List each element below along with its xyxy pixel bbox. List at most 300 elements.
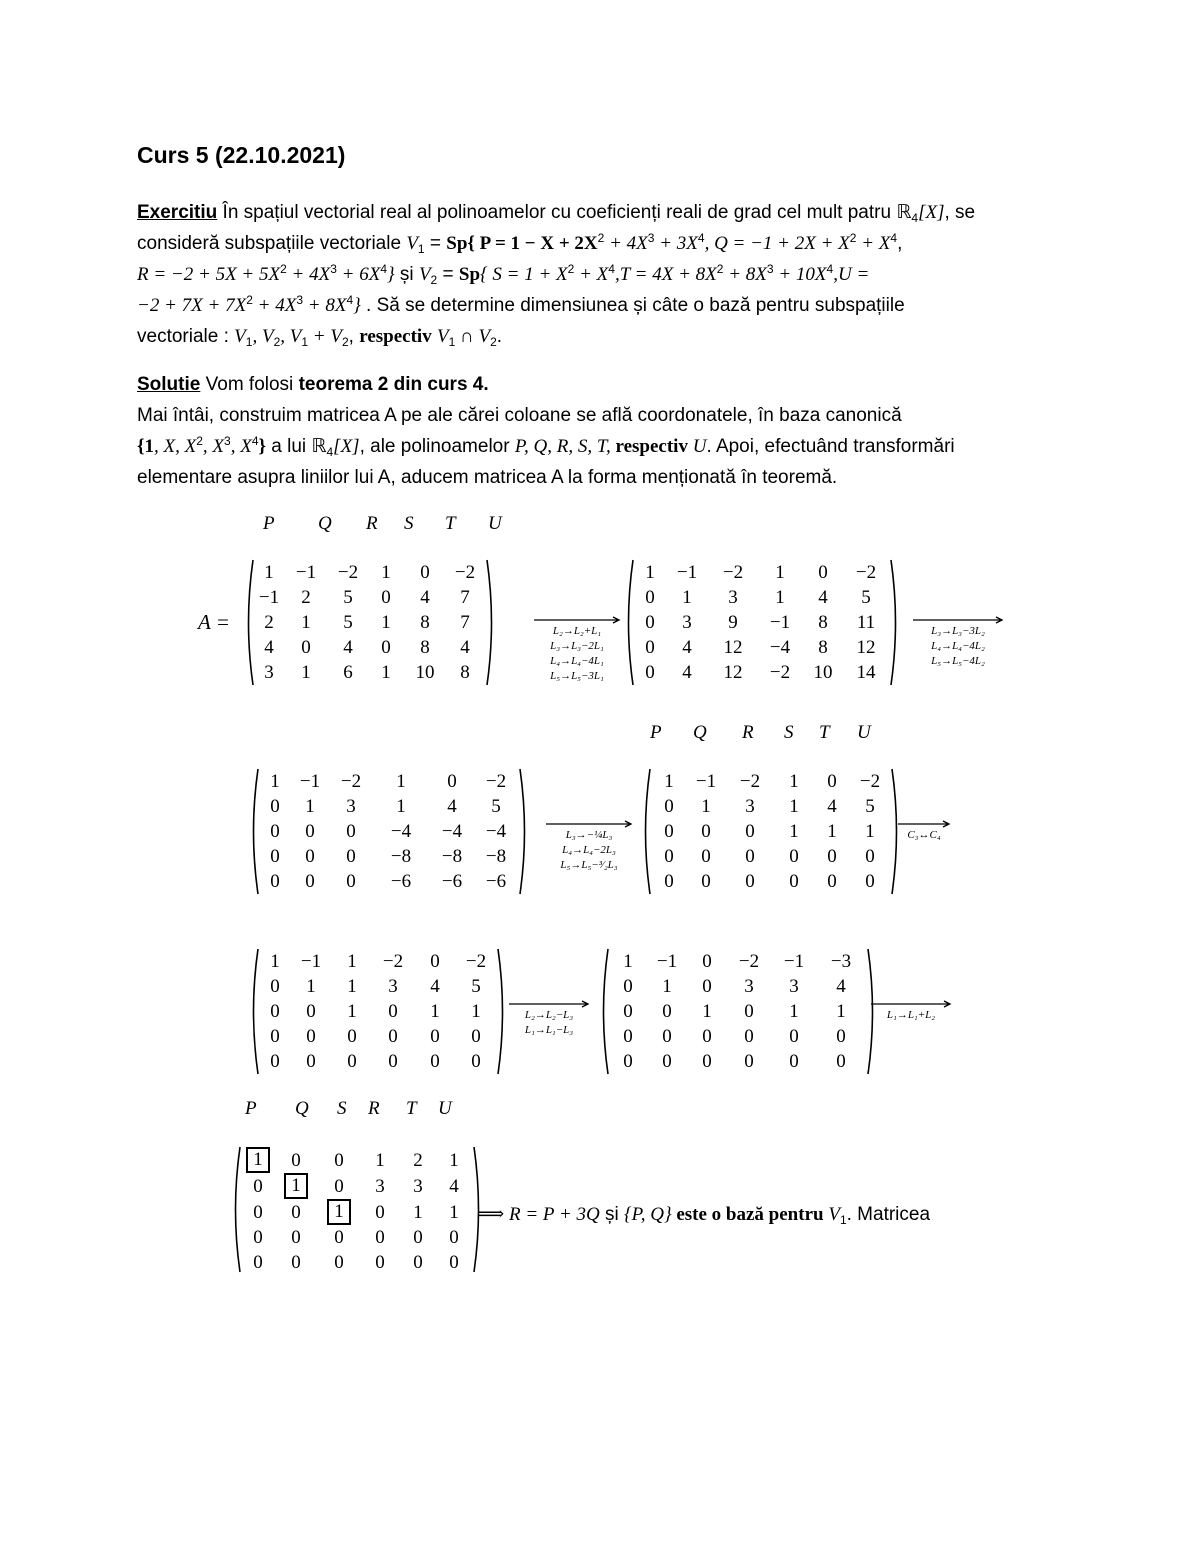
matrix-cell: 4 <box>447 796 457 817</box>
matrix-cell: 0 <box>827 771 837 792</box>
col-label: R <box>366 513 378 534</box>
matrix-row <box>652 869 890 894</box>
col-label: Q <box>295 1098 309 1119</box>
matrix-cell: 0 <box>827 871 837 892</box>
matrix-row <box>652 844 890 869</box>
matrix-cell: −1 <box>295 562 317 583</box>
matrix-cell: −4 <box>441 821 463 842</box>
matrix-row <box>610 999 866 1024</box>
matrix-cell: 3 <box>744 976 754 997</box>
matrix-cell: 0 <box>702 976 712 997</box>
conclusion: ⟹ R = P + 3Q și {P, Q} este o bază pentru $V_1$. Matricea <box>477 1204 931 1227</box>
matrix-cell: 8 <box>818 612 828 633</box>
matrix-cell: 1 <box>381 612 391 633</box>
matrix-cell: 0 <box>744 1001 754 1022</box>
matrix-cell: 0 <box>301 637 311 658</box>
left-paren <box>640 767 652 896</box>
matrix-cell: 0 <box>347 1051 357 1072</box>
matrix-cell: −8 <box>485 846 507 867</box>
matrix-cell: 1 <box>827 821 837 842</box>
matrix-cell: 1 <box>347 1001 357 1022</box>
matrix-cell: 0 <box>623 1001 633 1022</box>
matrix-row <box>260 949 496 974</box>
exercise-text: În spațiul vectorial real al polinoamelor cu coeficienți reali de grad cel mult patru ℝ <box>217 202 912 223</box>
matrix-step-5 <box>598 947 878 1076</box>
matrix-cell: −1 <box>695 771 717 792</box>
matrix-cell: 1 <box>789 796 799 817</box>
solution-paragraph: Solutie Vom folosi teorema 2 din curs 4. Mai întâi, construim matricea A pe ale cărei coloane se află coordonatele, în baza canonică {1, X, $X^2$, $X^3$, $X^4$} a lui ℝ$_4$[X], ale polinoamelor P, Q, R, S, T, respectiv U. Apoi, efectuând transformări elementare asupra liniilor lui A, aducem matricea A la forma menționată în teoremă. <box>137 369 1067 493</box>
conclusion-basis: {P, Q} <box>624 1204 672 1225</box>
matrix-cell <box>242 1147 274 1173</box>
matrix-cell: 3 <box>682 612 692 633</box>
matrix-row <box>635 560 889 585</box>
matrix-cell: 1 <box>702 1001 712 1022</box>
matrix-cell: 0 <box>270 1051 280 1072</box>
matrix-cell <box>274 1173 318 1199</box>
matrix-cell: −1 <box>656 951 678 972</box>
solution-text: . Apoi, efectuând transformări <box>706 436 955 457</box>
matrix-cell <box>318 1199 360 1225</box>
exercise-text: consideră subspațiile vectoriale <box>137 233 407 254</box>
col-label: U <box>438 1098 452 1119</box>
conclusion-text: . Matricea <box>846 1204 931 1225</box>
col-label: S <box>404 513 414 534</box>
matrix-cell: 0 <box>789 1026 799 1047</box>
right-paren <box>485 558 497 687</box>
right-paren <box>496 947 508 1076</box>
matrix-cell: 0 <box>334 1252 344 1273</box>
matrix-row <box>635 585 889 610</box>
matrix-cell: 1 <box>305 796 315 817</box>
matrix-cell: 0 <box>645 587 655 608</box>
matrix-cell: 0 <box>291 1252 301 1273</box>
matrix-cell: 4 <box>343 637 353 658</box>
pivot-box: 1 <box>284 1173 308 1199</box>
matrix-cell: 1 <box>270 951 280 972</box>
row-operation: L₄→L₄−4L₁ <box>550 655 604 667</box>
matrix-cell: −2 <box>454 562 476 583</box>
matrix-cell: 0 <box>827 846 837 867</box>
matrix-cell: 0 <box>346 821 356 842</box>
matrix-cell: 0 <box>270 821 280 842</box>
matrix-cell: 0 <box>334 1227 344 1248</box>
page-title: Curs 5 (22.10.2021) <box>137 142 346 168</box>
matrix-cell: 0 <box>645 662 655 683</box>
transformation-arrow-4 <box>897 820 951 843</box>
matrix-cell: 1 <box>430 1001 440 1022</box>
matrix-cell: 5 <box>865 796 875 817</box>
matrix-cell: 0 <box>744 1051 754 1072</box>
row-operation: L₅→L₅−4L₂ <box>931 655 985 667</box>
matrix-cell: 5 <box>471 976 481 997</box>
col-label: P <box>263 513 275 534</box>
matrix-cell: 4 <box>682 662 692 683</box>
matrix-cell: 14 <box>856 662 876 683</box>
matrix-cell: 0 <box>789 1051 799 1072</box>
matrix-cell: 0 <box>664 871 674 892</box>
matrix-cell: 0 <box>745 846 755 867</box>
matrix-cell: −2 <box>722 562 744 583</box>
pivot-box: 1 <box>327 1199 351 1225</box>
matrix-cell: 1 <box>301 662 311 683</box>
matrix-cell: 0 <box>645 637 655 658</box>
matrix-cell: 0 <box>388 1051 398 1072</box>
matrix-row <box>610 1024 866 1049</box>
matrix-cell: 0 <box>291 1149 301 1171</box>
matrix-cell: 0 <box>381 637 391 658</box>
matrix-cell: 0 <box>623 1026 633 1047</box>
row-operation: C₃↔C₄ <box>907 829 941 841</box>
conclusion-text: este o bază pentru <box>671 1204 829 1225</box>
matrix-row <box>652 769 890 794</box>
matrix-cell: 0 <box>305 871 315 892</box>
matrix-cell: 1 <box>264 562 274 583</box>
matrix-cell: 0 <box>447 771 457 792</box>
matrix-cell: 1 <box>413 1201 423 1223</box>
matrix-row <box>652 819 890 844</box>
transformation-arrow-5 <box>508 1000 590 1038</box>
matrix-cell: 4 <box>818 587 828 608</box>
matrix-cell: 0 <box>381 587 391 608</box>
poly-u: −2 + 7X + 7X <box>137 295 247 316</box>
exercise-text: vectoriale : <box>137 326 235 347</box>
matrix-cell: 0 <box>270 796 280 817</box>
matrix-cell: 4 <box>430 976 440 997</box>
matrix-cell: −2 <box>485 771 507 792</box>
matrix-step-4 <box>248 947 508 1076</box>
matrix-row <box>255 635 485 660</box>
matrix-cell: −2 <box>738 951 760 972</box>
exercise-text: . Să se determine dimensiunea și câte o bază pentru subspațiile <box>360 295 905 316</box>
arrow-icon <box>533 616 621 624</box>
matrix-cell: 8 <box>460 662 470 683</box>
col-label: R <box>742 722 754 743</box>
matrix-step-1 <box>623 558 901 687</box>
matrix-cell: 1 <box>664 771 674 792</box>
col-label: Q <box>318 513 332 534</box>
matrix-cell: −6 <box>390 871 412 892</box>
matrix-cell: 0 <box>430 951 440 972</box>
matrix-row <box>260 794 518 819</box>
matrix-cell: −1 <box>300 951 322 972</box>
left-paren <box>598 947 610 1076</box>
matrix-cell: 1 <box>789 1001 799 1022</box>
matrix-cell: 0 <box>291 1201 301 1223</box>
matrix-cell: 0 <box>306 1051 316 1072</box>
matrix-cell: 0 <box>413 1252 423 1273</box>
transformation-arrow-3 <box>545 820 633 873</box>
matrix-cell: 0 <box>471 1051 481 1072</box>
row-operation: L₃→L₃−3L₂ <box>931 625 985 637</box>
col-label: T <box>406 1098 417 1119</box>
matrix-row <box>635 635 889 660</box>
matrix-cell: 1 <box>396 796 406 817</box>
matrix-cell: 4 <box>836 976 846 997</box>
arrow-icon <box>912 616 1004 624</box>
matrix-step-3 <box>640 767 902 896</box>
matrix-cell: 0 <box>865 846 875 867</box>
matrix-cell: −2 <box>769 662 791 683</box>
matrix-cell: −3 <box>830 951 852 972</box>
arrow-icon <box>897 820 951 828</box>
matrix-cell: 1 <box>682 587 692 608</box>
respectiv-word: respectiv <box>359 326 432 347</box>
matrix-cell: 1 <box>775 587 785 608</box>
matrix-cell: 0 <box>270 1001 280 1022</box>
matrix-cell: 0 <box>334 1175 344 1197</box>
matrix-cell: 0 <box>702 1026 712 1047</box>
matrix-cell: 3 <box>388 976 398 997</box>
matrix-cell: −6 <box>441 871 463 892</box>
row-operation: L₃→−¼L₃ <box>565 829 613 841</box>
matrix-cell: 0 <box>253 1227 263 1248</box>
matrix-cell: −4 <box>390 821 412 842</box>
matrix-cell: 0 <box>745 871 755 892</box>
matrix-cell: 3 <box>264 662 274 683</box>
matrix-cell: 3 <box>375 1175 385 1197</box>
matrix-cell: 0 <box>702 951 712 972</box>
matrix-cell: 0 <box>430 1051 440 1072</box>
matrix-row <box>260 1024 496 1049</box>
matrix-cell: 4 <box>264 637 274 658</box>
matrix-cell: 2 <box>413 1149 423 1171</box>
matrix-cell: −4 <box>485 821 507 842</box>
solution-text: Mai întâi, construim matricea A pe ale cărei coloane se află coordonatele, în baza canonică <box>137 405 902 426</box>
col-label: P <box>650 722 662 743</box>
matrix-cell: 0 <box>818 562 828 583</box>
matrix-row <box>255 585 485 610</box>
matrix-cell: 0 <box>744 1026 754 1047</box>
col-label: S <box>337 1098 347 1119</box>
matrix-cell: 7 <box>460 587 470 608</box>
matrix-cell: 0 <box>745 821 755 842</box>
matrix-cell: 0 <box>449 1252 459 1273</box>
matrix-row <box>255 560 485 585</box>
col-label: Q <box>693 722 707 743</box>
matrix-cell: 1 <box>270 771 280 792</box>
matrix-cell: 1 <box>775 562 785 583</box>
matrix-cell: −2 <box>855 562 877 583</box>
matrix-row <box>242 1199 472 1225</box>
matrix-cell: 8 <box>420 612 430 633</box>
solution-text: , ale polinoamelor <box>359 436 515 457</box>
matrix-cell: 4 <box>449 1175 459 1197</box>
matrix-cell: 2 <box>301 587 311 608</box>
col-label: U <box>857 722 871 743</box>
row-operation: L₁→L₁+L₂ <box>886 1009 936 1021</box>
matrix-cell: 1 <box>865 821 875 842</box>
transformation-arrow-1 <box>533 616 621 684</box>
matrix-cell: 0 <box>334 1149 344 1171</box>
solution-text: teorema 2 din curs 4. <box>298 374 489 395</box>
matrix-cell: 0 <box>701 871 711 892</box>
right-paren <box>518 767 530 896</box>
matrix-cell: 0 <box>253 1175 263 1197</box>
matrix-cell: −6 <box>485 871 507 892</box>
matrix-cell: 0 <box>664 846 674 867</box>
matrix-cell: 4 <box>682 637 692 658</box>
matrix-cell: 1 <box>789 771 799 792</box>
matrix-cell: 0 <box>305 846 315 867</box>
matrix-row <box>242 1173 472 1199</box>
matrix-row <box>652 794 890 819</box>
arrow-icon <box>545 820 633 828</box>
matrix-cell: −1 <box>783 951 805 972</box>
matrix-cell: 0 <box>346 871 356 892</box>
matrix-cell: 3 <box>413 1175 423 1197</box>
matrix-cell: 1 <box>662 976 672 997</box>
matrix-cell: 0 <box>388 1001 398 1022</box>
matrix-cell: −1 <box>299 771 321 792</box>
matrix-cell: 0 <box>375 1252 385 1273</box>
matrix-cell: 0 <box>253 1201 263 1223</box>
matrix-cell: 1 <box>789 821 799 842</box>
matrix-cell: 5 <box>861 587 871 608</box>
arrow-icon <box>508 1000 590 1008</box>
matrix-cell: 0 <box>413 1227 423 1248</box>
matrix-cell: 0 <box>388 1026 398 1047</box>
matrix-row <box>260 819 518 844</box>
matrix-cell: 0 <box>623 976 633 997</box>
matrix-cell: 0 <box>347 1026 357 1047</box>
matrix-cell: 1 <box>301 612 311 633</box>
matrix-cell: 0 <box>270 976 280 997</box>
matrix-cell: 1 <box>381 562 391 583</box>
right-paren <box>889 558 901 687</box>
matrix-row <box>610 949 866 974</box>
matrix-cell: 0 <box>623 1051 633 1072</box>
matrix-row <box>255 660 485 685</box>
matrix-cell: 0 <box>430 1026 440 1047</box>
solution-heading: Solutie <box>137 374 201 395</box>
col-label: T <box>819 722 830 743</box>
matrix-cell: −2 <box>465 951 487 972</box>
matrix-cell: 0 <box>836 1026 846 1047</box>
exercise-text: , se <box>944 202 976 223</box>
matrix-row <box>610 1049 866 1074</box>
matrix-cell: 0 <box>701 846 711 867</box>
matrix-cell: 3 <box>728 587 738 608</box>
matrix-cell: 0 <box>291 1227 301 1248</box>
matrix-cell: −2 <box>340 771 362 792</box>
matrix-cell: 0 <box>701 821 711 842</box>
matrix-cell: 5 <box>343 612 353 633</box>
matrix-row <box>255 610 485 635</box>
row-operation: L₄→L₄−2L₃ <box>562 844 616 856</box>
matrix-cell: 1 <box>449 1149 459 1171</box>
matrix-cell: 1 <box>396 771 406 792</box>
matrix-row <box>242 1147 472 1173</box>
matrix-cell: 5 <box>491 796 501 817</box>
pivot-box: 1 <box>246 1147 270 1173</box>
matrix-cell: 7 <box>460 612 470 633</box>
matrix-cell: −1 <box>258 587 280 608</box>
matrix-step-2 <box>248 767 530 896</box>
matrix-cell: 2 <box>264 612 274 633</box>
matrix-cell: 1 <box>645 562 655 583</box>
matrix-cell: 0 <box>449 1227 459 1248</box>
matrix-row <box>242 1250 472 1275</box>
matrix-cell: 0 <box>306 1001 316 1022</box>
matrix-cell: 1 <box>449 1201 459 1223</box>
matrix-row <box>260 1049 496 1074</box>
solution-text: elementare asupra liniilor lui A, aducem matricea A la forma menționată în teoremă. <box>137 467 838 488</box>
row-operation: L₄→L₄−4L₂ <box>931 640 985 652</box>
matrix-row <box>260 999 496 1024</box>
matrix-cell: −8 <box>441 846 463 867</box>
matrix-cell: 1 <box>623 951 633 972</box>
matrix-cell: 0 <box>375 1227 385 1248</box>
matrix-cell: 9 <box>728 612 738 633</box>
matrix-cell: 0 <box>789 846 799 867</box>
matrix-cell: 11 <box>856 612 876 633</box>
matrix-cell: −4 <box>769 637 791 658</box>
matrix-cell: 1 <box>471 1001 481 1022</box>
exercise-heading: Exercitiu <box>137 202 218 223</box>
matrix-cell: 5 <box>343 587 353 608</box>
col-label: S <box>784 722 794 743</box>
matrix-cell: 0 <box>270 871 280 892</box>
matrix-cell: 1 <box>701 796 711 817</box>
matrix-cell: 0 <box>662 1051 672 1072</box>
matrix-row <box>260 844 518 869</box>
row-operation: L₂→L₂−L₃ <box>524 1009 574 1021</box>
matrix-cell: −1 <box>676 562 698 583</box>
left-paren <box>248 767 260 896</box>
col-label: U <box>488 513 502 534</box>
matrix-cell: −1 <box>769 612 791 633</box>
matrix-a <box>243 558 497 687</box>
exercise-paragraph: Exercitiu În spațiul vectorial real al polinoamelor cu coeficienți reali de grad cel mult patru ℝ$_4$[X], se consideră subspațiile vectoriale $V_1 = Sp${ $P = 1 - X + 2X^2 + 4X^3 + 3X^4$, $Q = -1 + 2X + X^2 + X^4$, $R = -2 + 5X + 5X^2 + 4X^3 + 6X^4$} și $V_2 = Sp${ $S = 1 + X^2 + X^4,T = 4X + 8X^2 + 8X^3 + 10X^4,U$ = $-2 + 7X + 7X^2 + 4X^3 + 8X^4$} . Să se determine dimensiunea și câte o bază pentru subspațiile vectoriale : $V_1$, $V_2$, $V_1 + V_2$, respectiv $V_1$ ∩ $V_2$. <box>137 202 976 349</box>
matrix-cell: −2 <box>337 562 359 583</box>
matrix-cell: 0 <box>471 1026 481 1047</box>
matrix-cell: 8 <box>420 637 430 658</box>
matrix-cell: 0 <box>305 821 315 842</box>
matrix-name: A = <box>198 610 230 634</box>
col-label: R <box>368 1098 380 1119</box>
transformation-arrow-2 <box>912 616 1004 669</box>
solution-text: a lui <box>266 436 312 457</box>
conclusion-text: și <box>599 1204 625 1225</box>
matrix-cell: 1 <box>306 976 316 997</box>
matrix-cell: 0 <box>789 871 799 892</box>
matrix-cell: 0 <box>375 1201 385 1223</box>
matrix-cell: 0 <box>702 1051 712 1072</box>
poly-r: R = −2 + 5X + 5X <box>137 264 281 285</box>
matrix-cell: 0 <box>270 846 280 867</box>
row-operation: L₂→L₂+L₁ <box>552 625 602 637</box>
matrix-row <box>635 660 889 685</box>
matrix-cell: 1 <box>347 976 357 997</box>
matrix-cell: 0 <box>270 1026 280 1047</box>
row-operation: L₁→L₁−L₃ <box>524 1024 574 1036</box>
left-paren <box>248 947 260 1076</box>
matrix-cell: 0 <box>664 821 674 842</box>
transformation-arrow-6 <box>870 1000 952 1023</box>
matrix-cell: 3 <box>789 976 799 997</box>
matrix-cell: −8 <box>390 846 412 867</box>
matrix-cell: 1 <box>381 662 391 683</box>
matrix-cell: 0 <box>662 1026 672 1047</box>
matrix-cell: 6 <box>343 662 353 683</box>
matrix-cell: 4 <box>827 796 837 817</box>
matrix-cell: 1 <box>347 951 357 972</box>
conclusion-equation: ⟹ R = P + 3Q <box>477 1204 600 1225</box>
arrow-icon <box>870 1000 952 1008</box>
col-label: T <box>445 513 456 534</box>
matrix-cell: 0 <box>420 562 430 583</box>
matrix-cell: −2 <box>382 951 404 972</box>
